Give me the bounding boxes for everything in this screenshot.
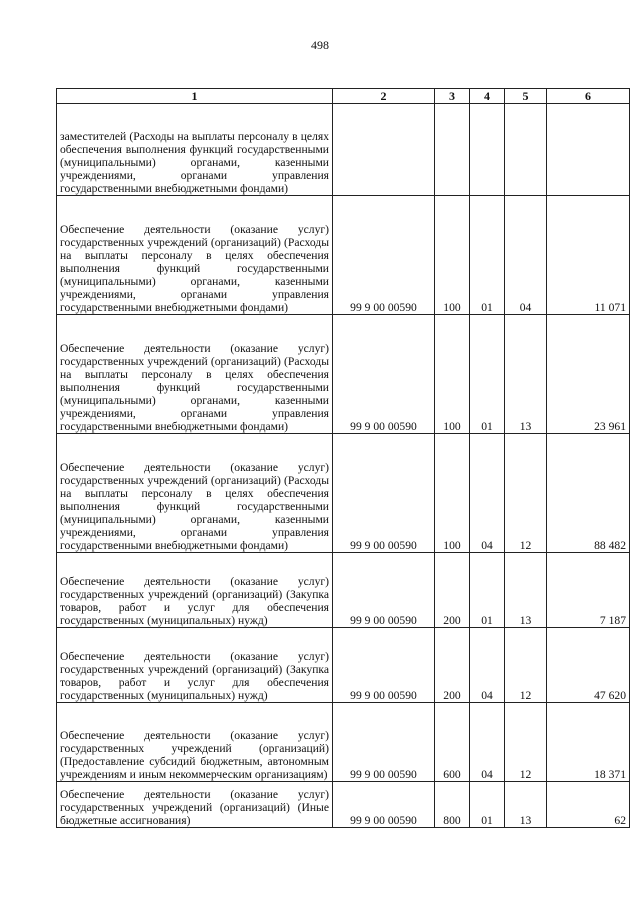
row-amount: 7 187 [547,553,630,628]
row-col3: 200 [435,628,470,703]
row-description: Обеспечение деятельности (оказание услуг) государственных учреждений (организаций) (Расходы на выплаты персоналу в целях обеспечения выполнения функций государственными (муниципальными) органами, казенными учреждениями, органами управления государственными внебюджетными фондами) [57,434,333,553]
row-description: Обеспечение деятельности (оказание услуг) государственных учреждений (организаций) (Закупка товаров, работ и услуг для обеспечения государственных (муниципальных) нужд) [57,628,333,703]
row-amount: 62 [547,782,630,828]
row-col4: 04 [470,434,505,553]
row-col3: 800 [435,782,470,828]
row-col4: 01 [470,315,505,434]
row-col3: 100 [435,315,470,434]
row-amount: 23 961 [547,315,630,434]
row-col5: 13 [505,315,547,434]
row-description: заместителей (Расходы на выплаты персоналу в целях обеспечения выполнения функций государственными (муниципальными) органами, казенными учреждениями, органами управления государственными внебюджетными фондами) [57,104,333,196]
column-header-6: 6 [547,89,630,104]
row-amount: 47 620 [547,628,630,703]
table-row [57,553,630,628]
row-col4: 04 [470,628,505,703]
table-row [57,703,630,782]
column-header-1: 1 [57,89,333,104]
column-header-4: 4 [470,89,505,104]
row-col5: 04 [505,196,547,315]
row-col4: 04 [470,703,505,782]
column-header-5: 5 [505,89,547,104]
row-amount: 18 371 [547,703,630,782]
row-amount: 88 482 [547,434,630,553]
row-amount [547,104,630,196]
row-col4 [470,104,505,196]
row-code [333,104,435,196]
row-col5: 12 [505,434,547,553]
row-amount: 11 071 [547,196,630,315]
row-col5: 13 [505,782,547,828]
row-description: Обеспечение деятельности (оказание услуг) государственных учреждений (организаций) (Иные бюджетные ассигнования) [57,782,333,828]
table-header-row [57,89,630,104]
row-description: Обеспечение деятельности (оказание услуг) государственных учреждений (организаций) (Предоставление субсидий бюджетным, автономным учреждениям и иным некоммерческим организациям) [57,703,333,782]
row-code: 99 9 00 00590 [333,553,435,628]
row-col4: 01 [470,782,505,828]
row-col3: 200 [435,553,470,628]
table-row [57,315,630,434]
table-row [57,196,630,315]
row-code: 99 9 00 00590 [333,315,435,434]
row-code: 99 9 00 00590 [333,782,435,828]
table-row [57,628,630,703]
row-col4: 01 [470,553,505,628]
table-row [57,434,630,553]
row-code: 99 9 00 00590 [333,628,435,703]
column-header-2: 2 [333,89,435,104]
row-col4: 01 [470,196,505,315]
page-number: 498 [311,38,329,52]
row-col3: 100 [435,196,470,315]
row-description: Обеспечение деятельности (оказание услуг) государственных учреждений (организаций) (Закупка товаров, работ и услуг для обеспечения государственных (муниципальных) нужд) [57,553,333,628]
table-row [57,782,630,828]
row-code: 99 9 00 00590 [333,703,435,782]
row-code: 99 9 00 00590 [333,434,435,553]
row-col5: 13 [505,553,547,628]
row-code: 99 9 00 00590 [333,196,435,315]
row-col5 [505,104,547,196]
budget-table [56,88,630,828]
column-header-3: 3 [435,89,470,104]
row-description: Обеспечение деятельности (оказание услуг) государственных учреждений (организаций) (Расходы на выплаты персоналу в целях обеспечения выполнения функций государственными (муниципальными) органами, казенными учреждениями, органами управления государственными внебюджетными фондами) [57,196,333,315]
row-col3: 600 [435,703,470,782]
row-col3: 100 [435,434,470,553]
row-col5: 12 [505,628,547,703]
row-description: Обеспечение деятельности (оказание услуг) государственных учреждений (организаций) (Расходы на выплаты персоналу в целях обеспечения выполнения функций государственными (муниципальными) органами, казенными учреждениями, органами управления государственными внебюджетными фондами) [57,315,333,434]
row-col3 [435,104,470,196]
table-row [57,104,630,196]
row-col5: 12 [505,703,547,782]
